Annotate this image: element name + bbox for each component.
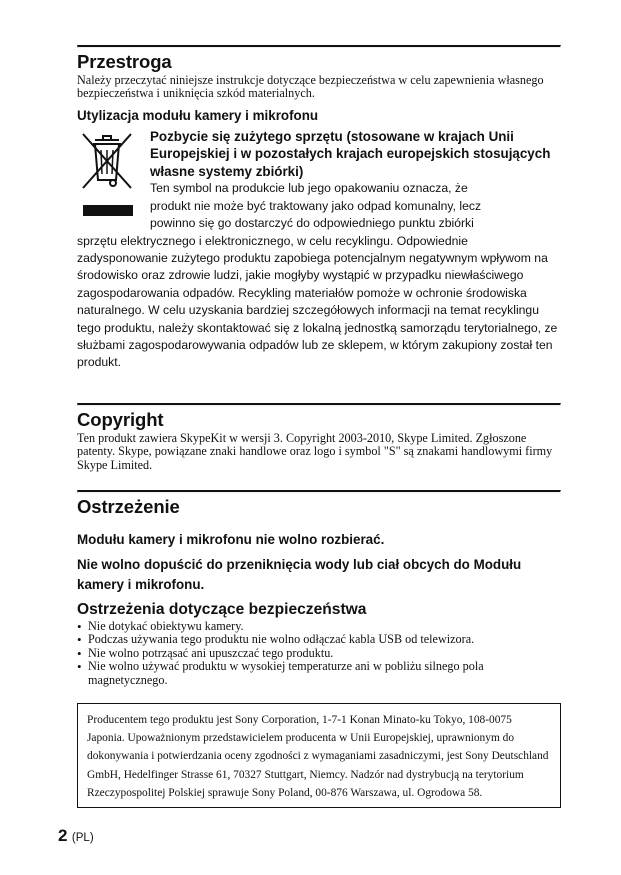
disposal-line: produkt nie może być traktowany jako odpad komunalny, lecz	[150, 198, 482, 213]
safety-list	[77, 620, 561, 687]
section-ostrzezenie	[77, 490, 561, 687]
intro-text: Należy przeczytać niniejsze instrukcje dotyczące bezpieczeństwa w celu zapewnienia własnego bezpieczeństwa i uniknięcia szkód materialnych.	[77, 73, 544, 101]
weee-bar	[83, 205, 133, 216]
section-przestroga	[77, 45, 561, 372]
page-number: 2	[58, 826, 68, 845]
disposal-title: Pozbycie się zużytego sprzętu (stosowane w krajach Unii Europejskiej i w pozostałych krajach europejskich stosujących własne systemy zbiórki)	[150, 128, 551, 179]
section-title: Copyright	[77, 409, 164, 430]
language-code: (PL)	[71, 832, 94, 844]
section-rule	[77, 403, 561, 406]
producer-info-box	[77, 703, 561, 808]
section-title: Ostrzeżenie	[77, 496, 180, 517]
copyright-text: Ten produkt zawiera SkypeKit w wersji 3. Copyright 2003-2010, Skype Limited. Zgłoszone patenty. Skype, powiązane znaki handlowe oraz logo i symbol "S" są znakami handlowymi firmy Skype Limited.	[77, 431, 553, 472]
disposal-line: powinno się go dostarczyć do odpowiedniego punktu zbiórki	[150, 216, 474, 231]
disposal-line: Ten symbol na produkcie lub jego opakowaniu oznacza, że	[150, 181, 468, 196]
section-rule	[77, 490, 561, 493]
producer-text: Producentem tego produktu jest Sony Corporation, 1-7-1 Konan Minato-ku Tokyo, 108-0075 Japonia. Upoważnionym przedstawicielem producenta w Unii Europejskiej, uprawnionym do dokonywania i potwierdzania oceny zgodności z wymaganiami zasadniczymi, jest Sony Deutschland GmbH, Hedelfinger Strasse 61, 70327 Stuttgart, Niemcy. Nadzór nad dystrybucją na terytorium Rzeczypospolitej Polskiej sprawuje Sony Poland, 00-876 Warszawa, ul. Ogrodowa 58.	[87, 714, 549, 799]
section-title: Przestroga	[77, 51, 172, 72]
disposal-body	[77, 180, 561, 371]
disposal-rest: sprzętu elektrycznego i elektronicznego, w celu recyklingu. Odpowiednie zadysponowanie zużytego produktu zapobiega potencjalnym negatywnym wpływom na środowisko oraz zdrowie ludzi, jakie mogłyby wystąpić w przypadku niewłaściwego zagospodarowania odpadów. Recykling materiałów pomoże w ochronie środowiska naturalnego. W celu uzyskania bardziej szczegółowych informacji na temat recyklingu tego produktu, należy skontaktować się z lokalną jednostką samorządu terytorialnego, ze służbami zagospodarowywania odpadów lub ze sklepem, w którym zakupiony został ten produkt.	[77, 233, 558, 370]
page-footer	[58, 826, 94, 846]
safety-title: Ostrzeżenia dotyczące bezpieczeństwa	[77, 601, 367, 618]
list-item: • Nie dotykać obiektywu kamery.	[77, 620, 561, 633]
section-copyright	[77, 403, 561, 472]
subheading: Utylizacja modułu kamery i mikrofonu	[77, 107, 319, 123]
list-item: • Nie wolno potrząsać ani upuszczać tego produktu.	[77, 647, 561, 660]
disposal-block	[77, 128, 561, 372]
warning-disassemble: Modułu kamery i mikrofonu nie wolno rozbierać.	[77, 532, 385, 547]
weee-symbol	[79, 130, 135, 216]
list-item: • Nie wolno używać produktu w wysokiej temperaturze ani w pobliżu silnego pola magnetycznego.	[77, 660, 561, 687]
warning-water: Nie wolno dopuścić do przeniknięcia wody lub ciał obcych do Modułu kamery i mikrofonu.	[77, 557, 522, 592]
list-item: • Podczas używania tego produktu nie wolno odłączać kabla USB od telewizora.	[77, 633, 561, 646]
crossed-out-wheelie-bin-icon	[79, 130, 135, 192]
section-rule	[77, 45, 561, 48]
